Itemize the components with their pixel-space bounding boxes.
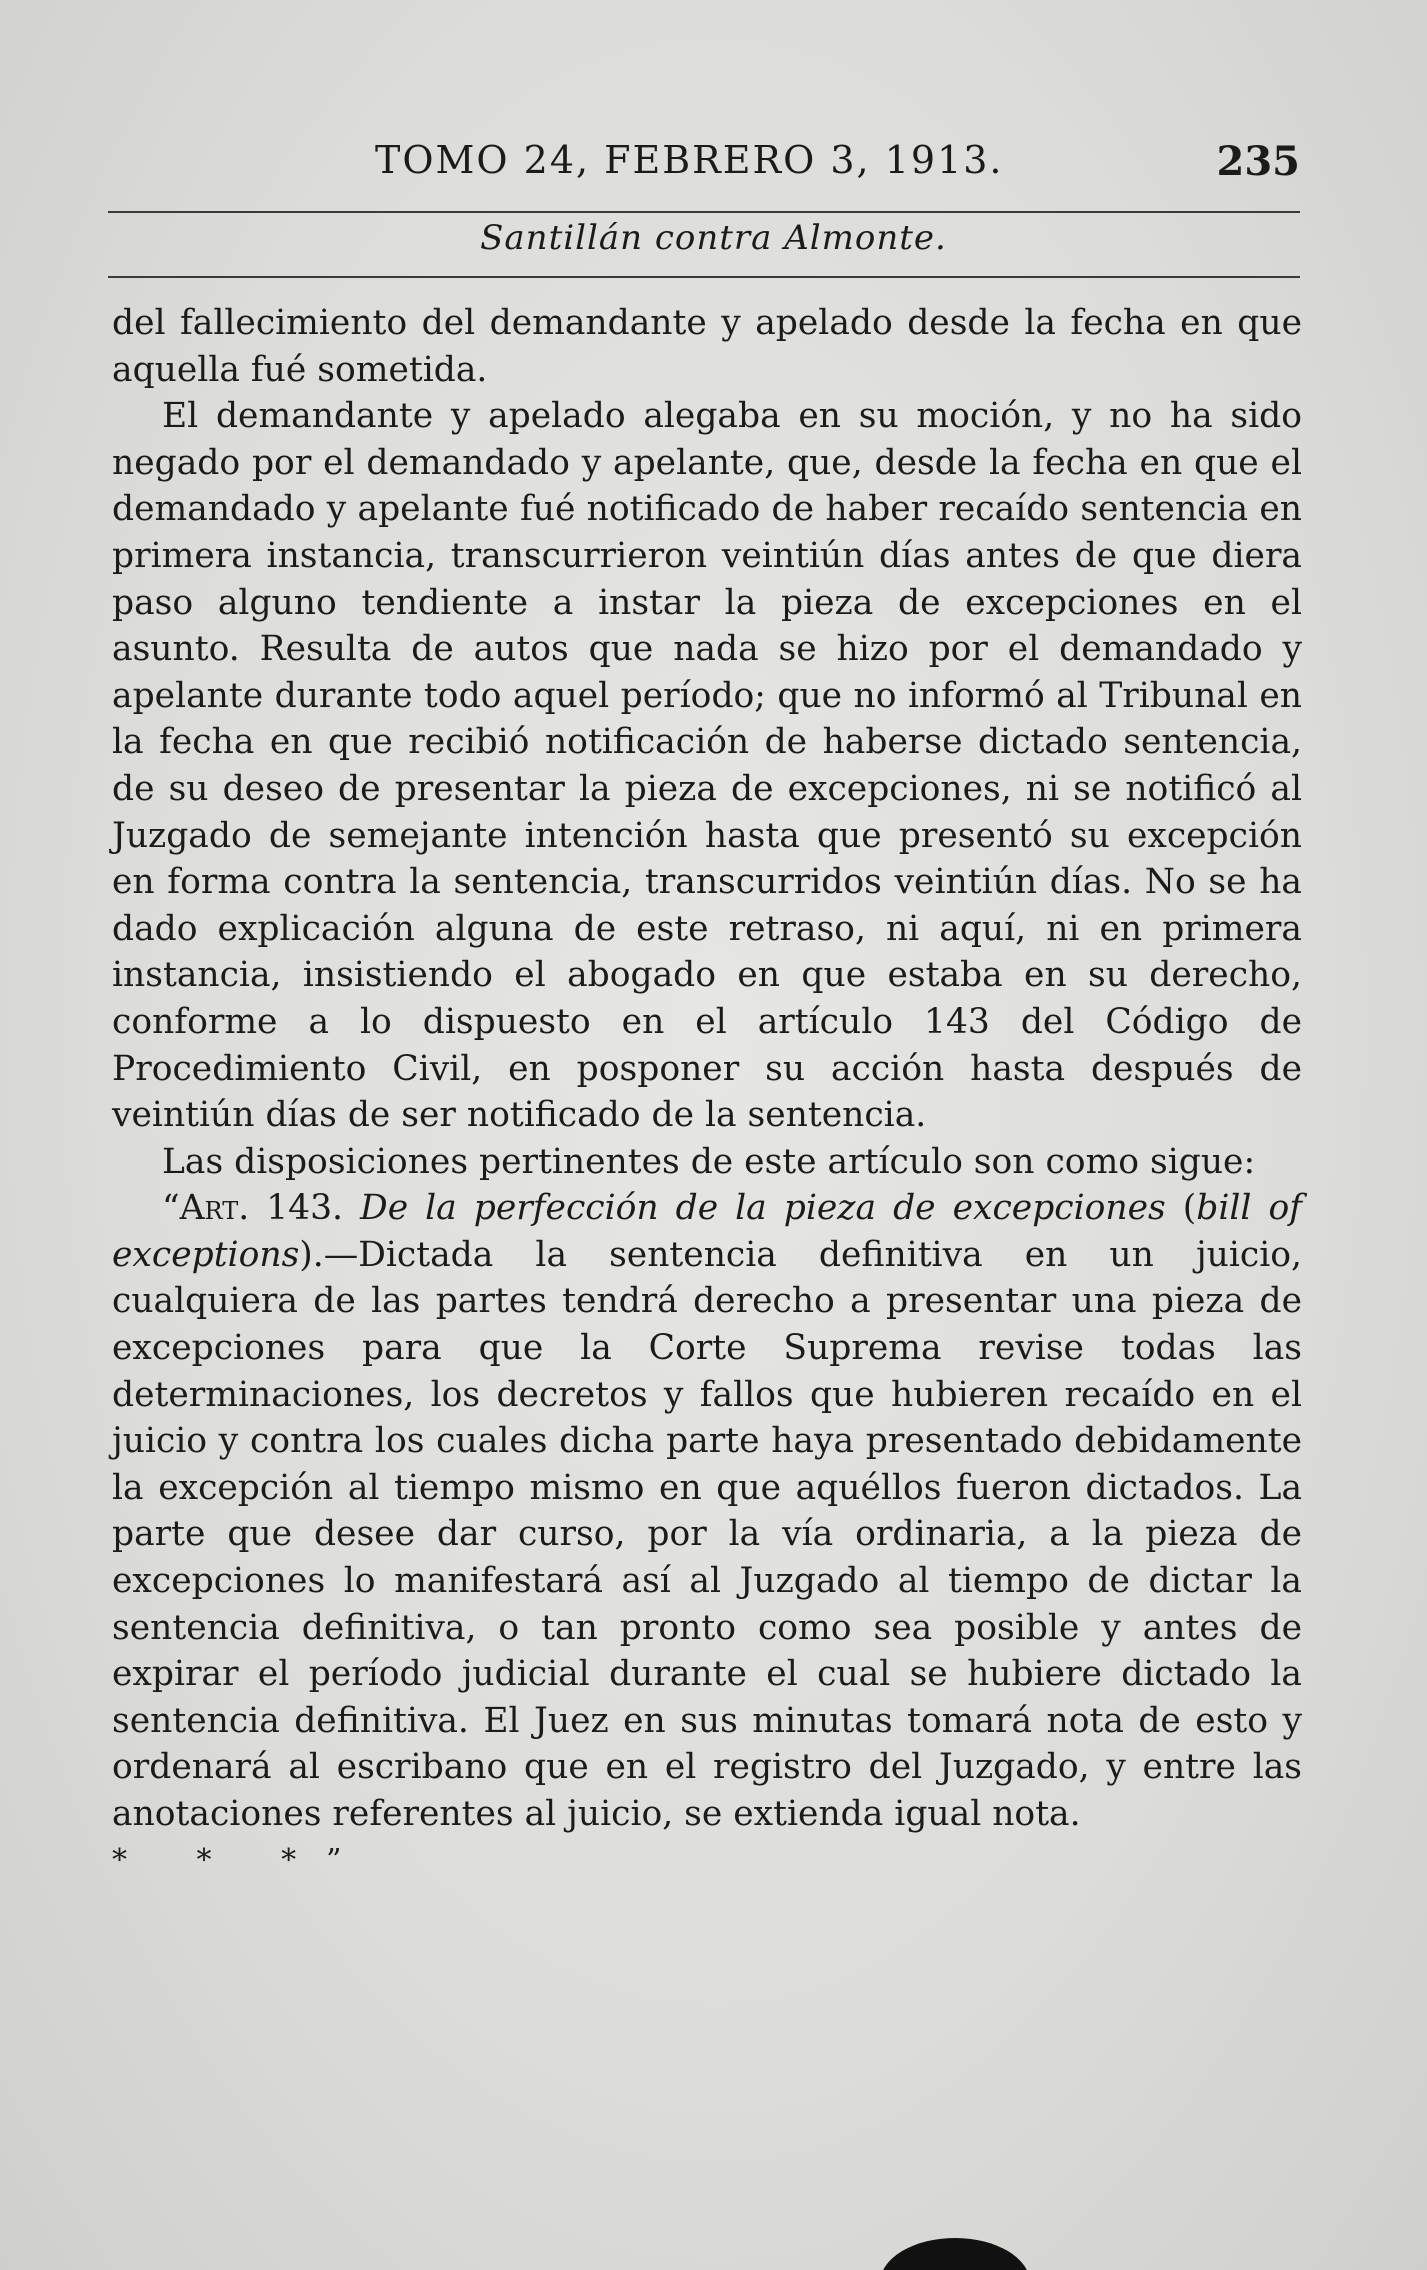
article-text-b: La parte que desee dar curso, por la vía ordinaria, a la pieza de excepciones lo manifestará así al Juzgado al tiempo de dictar la sentencia definitiva, o tan pronto como sea posible y antes de expirar el período judicial durante el cual se hubiere dictado la sentencia definitiva. bbox=[112, 1467, 1303, 1741]
running-head: Santillán contra Almonte. bbox=[480, 218, 947, 258]
paragraph-2-part-a: El demandante y apelado alegaba en su moción, y no ha sido negado por el demandado y apelante, que, desde la fecha en que el demandado y apelante fué notificado de haber recaído sentencia en primera instancia, transcurrieron veintiún días antes de que diera paso alguno tendiente a instar la pieza de excepciones en el asunto. bbox=[112, 396, 1302, 670]
article-text-a: —Dictada la sentencia definitiva en un juicio, cualquiera de las partes tendrá derecho a presentar una pieza de excepciones para que la Corte Suprema revise todas las determinaciones, los decretos y fallos que hubieren recaído en el juicio y contra los cuales dicha parte haya presentado debidamente la excepción al tiempo mismo en que aquéllos fueron dictados. bbox=[112, 1234, 1302, 1508]
volume-date-title: TOMO 24, FEBRERO 3, 1913. bbox=[375, 138, 1004, 182]
article-143-quote bbox=[112, 1185, 1302, 1837]
body-text bbox=[112, 300, 1302, 1884]
paragraph-2-part-c: No se ha dado explicación alguna de este retraso, ni aquí, ni en primera instancia, insistiendo el abogado en que estaba en su derecho, conforme a lo dispuesto en el artículo 143 del Código de Procedimiento Civil, en posponer su acción hasta después de veintiún días de ser notificado de la sentencia. bbox=[112, 862, 1303, 1136]
paren-open: ( bbox=[1182, 1188, 1197, 1229]
paragraph-3: Las disposiciones pertinentes de este artículo son como sigue: bbox=[162, 1141, 1256, 1182]
header-rule-top bbox=[108, 211, 1300, 213]
page-header bbox=[110, 138, 1300, 190]
quote-open: “ bbox=[162, 1188, 180, 1229]
article-english-term: bill of exceptions bbox=[112, 1188, 1303, 1275]
page-number: 235 bbox=[1216, 138, 1300, 185]
article-text-c: El Juez en sus minutas tomará nota de esto y ordenará al escribano que en el registro del Juzgado, y entre las anotaciones referentes al juicio, se extienda igual nota. bbox=[112, 1700, 1302, 1834]
article-label: Art. 143. bbox=[179, 1188, 344, 1229]
paragraph-2 bbox=[112, 393, 1302, 1139]
header-rule-bottom bbox=[108, 276, 1300, 278]
paren-close: ). bbox=[299, 1234, 324, 1275]
bottom-edge-blot bbox=[880, 2238, 1030, 2270]
paragraph-2-part-b: Resulta de autos que nada se hizo por el demandado y apelante durante todo aquel período; que no informó al Tribunal en la fecha en que recibió notificación de haberse dictado sentencia, de su deseo de presentar la pieza de excepciones, ni se notificó al Juzgado de semejante intención hasta que presentó su excepción en forma contra la sentencia, transcurridos veintiún días. bbox=[112, 629, 1302, 903]
ellipsis-stars: * * *” bbox=[112, 1842, 372, 1878]
article-title: De la perfección de la pieza de excepciones bbox=[360, 1188, 1166, 1229]
paragraph-1: del fallecimiento del demandante y apelado desde la fecha en que aquella fué sometida. bbox=[112, 303, 1302, 390]
